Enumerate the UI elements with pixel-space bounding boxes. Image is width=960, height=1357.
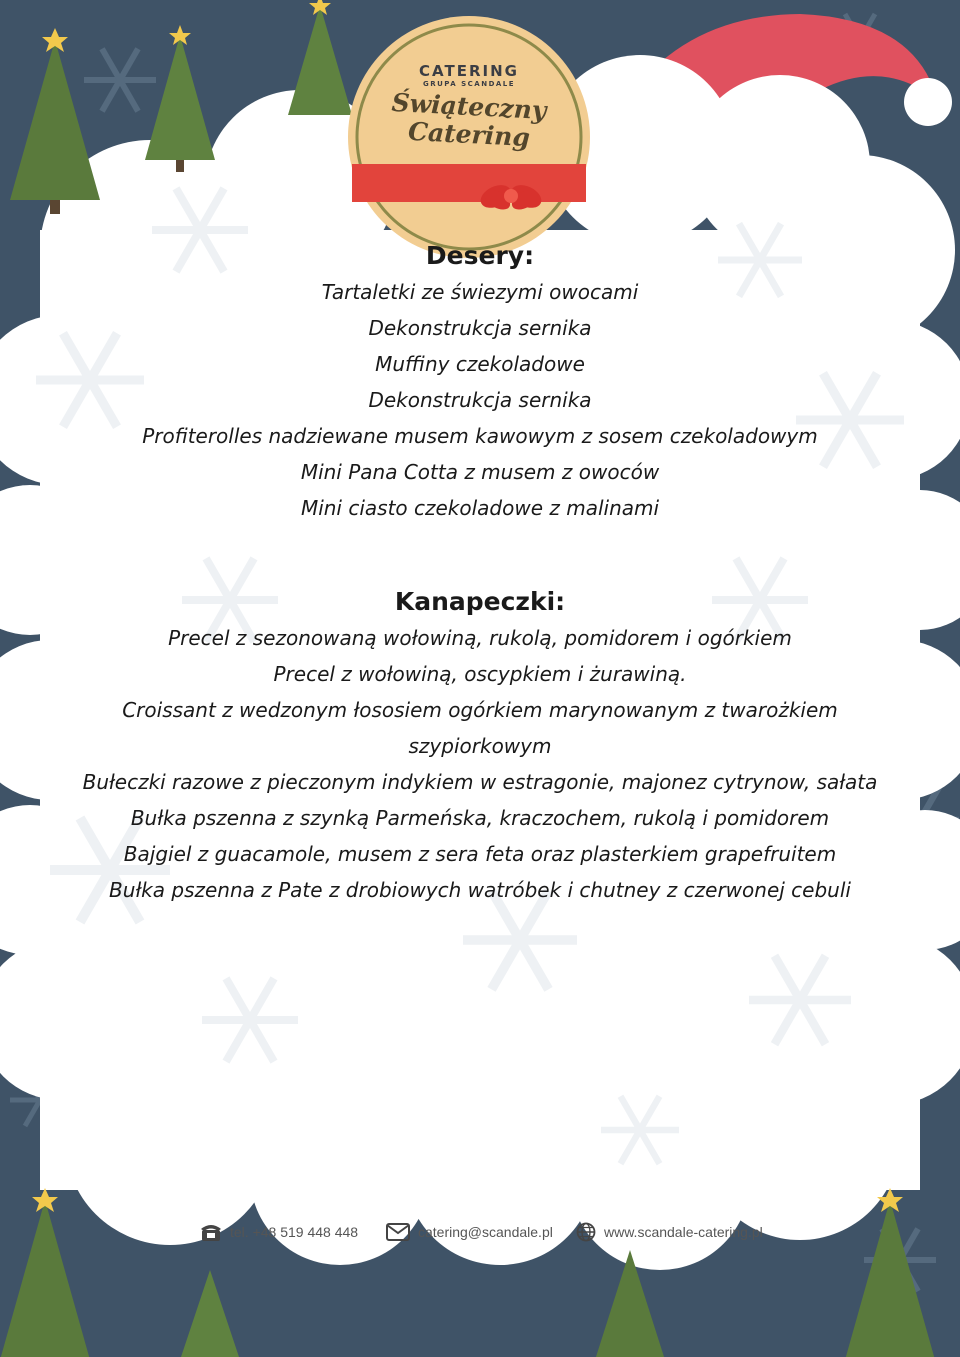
canapes-section xyxy=(0,584,960,908)
website-url: www.scandale-catering.pl xyxy=(604,1224,763,1240)
contact-footer xyxy=(0,1218,960,1246)
list-item: Bułeczki razowe z pieczonym indykiem w estragonie, majonez cytrynow, sałata xyxy=(82,770,878,794)
phone-contact[interactable] xyxy=(200,1218,358,1246)
phone-number: tel. +48 519 448 448 xyxy=(230,1224,359,1240)
list-item: Bułka pszenna z Pate z drobiowych watróbek i chutney z czerwonej cebuli xyxy=(109,878,851,902)
list-item: Precel z sezonowaną wołowiną, rukolą, pomidorem i ogórkiem xyxy=(168,626,792,650)
email-address: catering@scandale.pl xyxy=(418,1224,553,1240)
catering-logo xyxy=(346,14,592,260)
list-item: Precel z wołowiną, oscypkiem i żurawiną. xyxy=(273,662,687,686)
desserts-section xyxy=(0,238,960,526)
desserts-heading: Desery: xyxy=(425,241,535,270)
logo-subtitle: GRUPA SCANDALE xyxy=(422,80,516,88)
globe-icon xyxy=(576,1222,596,1242)
list-item: Mini ciasto czekoladowe z malinami xyxy=(300,496,660,520)
list-item: Profiterolles nadziewane musem kawowym z sosem czekoladowym xyxy=(142,424,818,448)
list-item: Tartaletki ze świezymi owocami xyxy=(321,280,639,304)
canapes-heading: Kanapeczki: xyxy=(394,587,566,616)
list-item: Muffiny czekoladowe xyxy=(375,352,585,376)
logo-brand: CATERING xyxy=(419,62,519,80)
list-item: Dekonstrukcja sernika xyxy=(368,316,592,340)
phone-icon xyxy=(200,1222,222,1242)
logo-title-line2: Catering xyxy=(407,116,531,153)
list-item: Bajgiel z guacamole, musem z sera feta oraz plasterkiem grapefruitem xyxy=(123,842,837,866)
list-item: Mini Pana Cotta z musem z owoców xyxy=(300,460,660,484)
list-item: Dekonstrukcja sernika xyxy=(368,388,592,412)
list-item: szypiorkowym xyxy=(408,734,552,758)
email-icon xyxy=(386,1223,410,1241)
logo-title-line1: Świąteczny xyxy=(390,87,548,126)
list-item: Croissant z wedzonym łososiem ogórkiem marynowanym z twarożkiem xyxy=(122,698,838,722)
email-contact[interactable] xyxy=(386,1218,553,1246)
website-contact[interactable] xyxy=(576,1218,763,1246)
list-item: Bułka pszenna z szynką Parmeńska, kraczochem, rukolą i pomidorem xyxy=(130,806,830,830)
